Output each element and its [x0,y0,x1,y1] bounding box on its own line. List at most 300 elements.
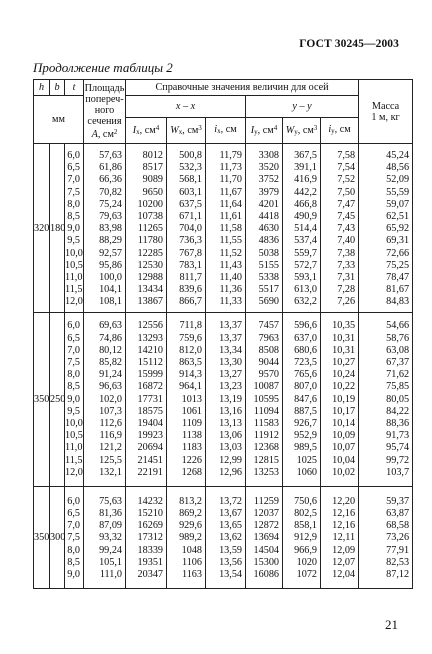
value-A: 111,0 [99,569,122,580]
value-Wy: 537,4 [294,235,317,247]
cell-b: 180 [50,144,65,313]
value-iy: 12,07 [332,556,356,568]
page-number: 21 [385,617,398,632]
document-code: ГОСТ 30245—2003 [299,38,399,50]
value-Iy: 4418 [258,210,279,222]
value-Ix: 14232 [137,495,163,507]
cell-h: 350 [34,486,50,588]
value-mass: 99,72 [386,454,410,466]
value-Ix: 8012 [142,150,163,161]
value-A: 95,86 [99,259,122,271]
value-Wy: 912,9 [294,532,317,544]
cell-h: 350 [34,313,50,486]
value-A: 75,24 [99,198,122,210]
value-iy: 7,26 [337,296,356,308]
value-ix: 11,40 [219,271,242,283]
value-Wx: 863,5 [179,357,202,368]
value-t: 6,5 [67,162,80,174]
value-Ix: 16269 [137,520,163,532]
value-iy: 7,52 [337,174,356,186]
value-A: 61,86 [99,162,122,174]
value-Wy: 593,1 [294,271,317,283]
value-mass: 63,87 [386,508,410,520]
value-ix: 13,37 [219,332,242,344]
value-mass: 62,51 [386,210,410,222]
value-Iy: 16086 [253,569,279,580]
value-Wx: 1138 [182,430,202,442]
value-A: 104,1 [99,284,122,296]
value-iy: 7,47 [337,198,356,210]
column-A [84,486,126,588]
value-A: 107,3 [99,405,122,417]
value-t: 7,0 [67,344,80,356]
value-ix: 13,62 [219,532,242,544]
header-t: t [65,80,84,96]
table-group-row [34,486,413,588]
column-mass [359,486,413,588]
value-iy: 10,04 [332,454,356,466]
value-A: 96,63 [99,381,122,393]
value-t: 7,5 [67,357,80,368]
column-A [84,313,126,486]
column-t [65,486,84,588]
header-h: h [34,80,50,96]
value-Ix: 19404 [137,417,163,429]
value-A: 83,98 [99,223,122,235]
value-Iy: 15300 [253,556,279,568]
value-A: 85,82 [99,357,122,368]
area-unit: A, $см^2$ [91,128,118,140]
value-Ix: 15210 [137,508,163,520]
value-A: 80,12 [99,344,122,356]
value-Wx: 929,6 [179,520,202,532]
value-ix: 11,61 [219,210,242,222]
table-caption: Продолжение таблицы 2 [33,60,173,75]
value-ix: 13,65 [219,520,242,532]
value-iy: 10,14 [332,417,356,429]
value-Ix: 9089 [142,174,163,186]
value-A: 102,0 [99,393,122,405]
value-iy: 7,40 [337,235,356,247]
value-A: 125,5 [99,454,122,466]
value-ix: 11,64 [219,198,242,210]
value-iy: 12,11 [332,532,356,544]
value-Wy: 416,9 [294,174,317,186]
value-mass: 65,92 [386,223,410,235]
value-Wy: 466,8 [294,198,317,210]
value-t: 9,0 [67,393,80,405]
value-ix: 11,52 [219,247,242,259]
value-mass: 68,58 [386,520,410,532]
value-Iy: 7963 [258,332,279,344]
value-A: 69,63 [99,320,122,332]
value-A: 75,63 [99,495,122,507]
value-Wy: 847,6 [294,393,317,405]
value-ix: 11,43 [219,259,242,271]
value-Iy: 3520 [258,162,279,174]
value-Wy: 952,9 [294,430,317,442]
column-Wy [283,313,321,486]
value-mass: 75,85 [386,381,410,393]
value-Iy: 9044 [258,357,279,368]
value-Wy: 1072 [296,569,317,580]
value-t: 11,0 [65,271,83,283]
value-iy: 10,19 [332,393,356,405]
value-Wy: 490,9 [294,210,317,222]
value-Wy: 807,0 [294,381,317,393]
value-Iy: 5038 [258,247,279,259]
column-Ix [126,486,167,588]
value-t: 7,5 [67,532,80,544]
value-Wy: 442,2 [294,186,317,198]
column-Ix [126,144,167,313]
value-Wy: 632,2 [294,296,317,308]
value-A: 74,86 [99,332,122,344]
value-Ix: 18575 [137,405,163,417]
value-Iy: 12815 [253,454,279,466]
header-mm: мм [34,96,84,144]
value-mass: 77,91 [386,544,410,556]
value-Ix: 12530 [137,259,163,271]
value-Iy: 8508 [258,344,279,356]
column-Iy [246,313,283,486]
value-Wy: 802,5 [294,508,317,520]
value-iy: 12,16 [332,508,356,520]
value-A: 87,09 [99,520,122,532]
area-line1: Площадь [84,83,125,94]
value-Iy: 3752 [258,174,279,186]
value-mass: 45,24 [386,150,410,161]
value-t: 9,0 [67,569,80,580]
value-Wx: 866,7 [179,296,202,308]
column-ix [206,313,246,486]
value-iy: 10,27 [332,357,356,368]
value-Wx: 813,2 [179,495,202,507]
value-Iy: 13253 [253,466,279,478]
value-mass: 78,47 [386,271,410,283]
header-Wx: Wx, $см^3$ [167,118,206,144]
value-Wx: 671,1 [179,210,202,222]
value-mass: 95,74 [386,442,410,454]
value-Wy: 391,1 [294,162,317,174]
value-A: 99,24 [99,544,122,556]
value-Ix: 12988 [137,271,163,283]
column-t [65,313,84,486]
value-Ix: 9650 [142,186,163,198]
value-ix: 13,34 [219,344,242,356]
value-Iy: 10595 [253,393,279,405]
column-iy [321,486,359,588]
header-reference: Справочные значения величин для осей [126,80,359,96]
value-iy: 7,31 [337,271,356,283]
value-ix: 13,56 [219,556,242,568]
value-iy: 7,33 [337,259,356,271]
area-line3: ного [94,105,115,116]
value-Iy: 12368 [253,442,279,454]
value-mass: 69,31 [386,235,410,247]
value-Iy: 3308 [258,150,279,161]
value-Ix: 20694 [137,442,163,454]
value-Wx: 1109 [182,417,202,429]
value-Iy: 7457 [258,320,279,332]
value-ix: 11,73 [219,162,242,174]
value-Ix: 21451 [137,454,163,466]
value-Ix: 10200 [137,198,163,210]
column-Iy [246,486,283,588]
value-Wx: 711,8 [179,320,202,332]
table-group-row [34,144,413,313]
header-Ix: Ix, $см^4$ [126,118,167,144]
value-Wx: 914,3 [179,369,202,381]
value-A: 79,63 [99,210,122,222]
value-Ix: 12556 [137,320,163,332]
value-Ix: 19923 [137,430,163,442]
value-iy: 7,50 [337,186,356,198]
value-Wx: 812,0 [179,344,202,356]
column-Iy [246,144,283,313]
value-ix: 13,72 [219,495,242,507]
value-Iy: 12037 [253,508,279,520]
value-Wx: 1268 [181,466,202,478]
header-axis-y: y – y [246,96,359,118]
cell-b: 250 [50,313,65,486]
value-Iy: 11259 [253,495,279,507]
value-iy: 12,04 [332,569,356,580]
value-Iy: 5155 [258,259,279,271]
cell-h: 320 [34,144,50,313]
table-group-row [34,313,413,486]
value-t: 7,0 [67,520,80,532]
value-Wx: 811,7 [179,271,202,283]
value-t: 8,5 [67,381,80,393]
value-Wy: 596,6 [294,320,317,332]
value-Wy: 887,5 [294,405,317,417]
value-A: 108,1 [99,296,122,308]
value-Ix: 17731 [137,393,163,405]
value-ix: 13,16 [219,405,242,417]
value-Ix: 19351 [137,556,163,568]
value-iy: 10,09 [332,430,356,442]
value-t: 6,0 [67,150,80,161]
value-Wy: 765,6 [294,369,317,381]
value-ix: 13,23 [219,381,242,393]
value-t: 8,5 [67,556,80,568]
value-Wy: 989,5 [294,442,317,454]
value-Iy: 11583 [253,417,279,429]
header-Wy: Wy, $см^3$ [283,118,321,144]
value-Ix: 12285 [137,247,163,259]
value-iy: 10,31 [332,332,356,344]
value-Wx: 1106 [182,556,202,568]
value-Wy: 1060 [296,466,317,478]
value-iy: 10,24 [332,369,356,381]
value-Wy: 858,1 [294,520,317,532]
value-t: 8,0 [67,544,80,556]
mass-line1: Масса [371,100,400,112]
value-mass: 58,76 [386,332,410,344]
value-Ix: 15999 [137,369,163,381]
value-Wx: 1183 [182,442,202,454]
header-mass [359,80,413,144]
value-Wy: 572,7 [294,259,317,271]
value-ix: 13,13 [219,417,242,429]
column-t [65,144,84,313]
value-t: 12,0 [65,296,83,308]
value-Ix: 16872 [137,381,163,393]
area-line4: сечения [87,116,122,127]
value-iy: 12,20 [332,495,356,507]
value-ix: 13,03 [219,442,242,454]
value-mass: 54,66 [386,320,410,332]
value-iy: 10,17 [332,405,356,417]
value-iy: 7,28 [337,284,356,296]
value-ix: 13,06 [219,430,242,442]
value-Ix: 13867 [137,296,163,308]
value-mass: 67,37 [386,357,410,368]
value-ix: 11,58 [219,223,242,235]
value-Wy: 514,4 [294,223,317,235]
value-iy: 10,07 [332,442,356,454]
value-A: 91,24 [99,369,122,381]
value-t: 6,0 [67,320,80,332]
value-t: 11,0 [65,442,83,454]
value-A: 57,63 [99,150,122,161]
value-mass: 84,83 [386,296,410,308]
value-t: 10,0 [65,417,83,429]
value-t: 10,5 [65,430,83,442]
value-mass: 55,59 [386,186,410,198]
value-A: 93,32 [99,532,122,544]
value-A: 105,1 [99,556,122,568]
column-Wx [167,144,206,313]
value-t: 9,5 [67,405,80,417]
value-A: 116,9 [99,430,122,442]
value-mass: 82,53 [386,556,410,568]
value-Wx: 869,2 [179,508,202,520]
column-Ix [126,313,167,486]
value-t: 6,0 [67,495,80,507]
value-ix: 13,59 [219,544,242,556]
area-line2: попереч- [85,94,124,105]
value-Wx: 759,6 [179,332,202,344]
value-t: 9,0 [67,223,80,235]
value-Wx: 568,1 [179,174,202,186]
column-mass [359,313,413,486]
value-Wx: 839,6 [179,284,202,296]
value-t: 11,5 [65,454,83,466]
column-Wy [283,486,321,588]
value-Wy: 723,5 [294,357,317,368]
value-Wy: 680,6 [294,344,317,356]
value-Ix: 22191 [137,466,163,478]
value-Iy: 14504 [253,544,279,556]
value-iy: 10,31 [332,344,356,356]
value-Wx: 736,3 [179,235,202,247]
value-Iy: 13694 [253,532,279,544]
value-mass: 103,7 [386,466,410,478]
value-A: 121,2 [99,442,122,454]
value-ix: 12,99 [219,454,242,466]
header-area [84,80,126,144]
column-ix [206,486,246,588]
value-Wx: 1163 [182,569,202,580]
cell-b: 300 [50,486,65,588]
value-Wx: 1048 [181,544,202,556]
value-iy: 10,02 [332,466,356,478]
value-t: 12,0 [65,466,83,478]
value-Wx: 767,8 [179,247,202,259]
value-mass: 81,67 [386,284,410,296]
value-mass: 84,22 [386,405,410,417]
header-Iy: Iy, $см^4$ [246,118,283,144]
value-t: 8,0 [67,198,80,210]
value-ix: 13,27 [219,369,242,381]
column-iy [321,144,359,313]
header-b: b [50,80,65,96]
value-t: 6,5 [67,332,80,344]
header-axis-x: x – x [126,96,246,118]
value-mass: 75,25 [386,259,410,271]
value-iy: 10,22 [332,381,356,393]
column-ix [206,144,246,313]
value-Wx: 783,1 [179,259,202,271]
table-body [34,144,413,589]
value-Ix: 10738 [137,210,163,222]
value-iy: 10,35 [332,320,356,332]
value-A: 70,82 [99,186,122,198]
value-iy: 12,16 [332,520,356,532]
value-ix: 13,37 [219,320,242,332]
value-ix: 11,67 [219,186,242,198]
value-iy: 12,09 [332,544,356,556]
header-iy: iy, см [321,118,359,144]
value-ix: 11,55 [219,235,242,247]
value-Iy: 5517 [258,284,279,296]
value-ix: 11,36 [219,284,242,296]
value-t: 8,5 [67,210,80,222]
value-Wy: 559,7 [294,247,317,259]
value-Ix: 18339 [137,544,163,556]
value-Wx: 1013 [181,393,202,405]
value-mass: 87,12 [386,569,410,580]
value-t: 9,5 [67,235,80,247]
value-t: 6,5 [67,508,80,520]
value-ix: 12,96 [219,466,242,478]
value-Ix: 17312 [137,532,163,544]
value-A: 88,29 [99,235,122,247]
value-Wx: 637,5 [179,198,202,210]
value-Wx: 1061 [181,405,202,417]
value-Iy: 11094 [253,405,279,417]
value-Wx: 500,8 [179,150,202,161]
value-Iy: 4630 [258,223,279,235]
value-Wx: 989,2 [179,532,202,544]
value-Ix: 11265 [137,223,163,235]
column-Wx [167,486,206,588]
value-iy: 7,43 [337,223,356,235]
value-ix: 13,54 [219,569,242,580]
value-ix: 13,67 [219,508,242,520]
value-Ix: 8517 [142,162,163,174]
value-t: 7,0 [67,174,80,186]
column-Wy [283,144,321,313]
value-Wx: 964,1 [179,381,202,393]
column-iy [321,313,359,486]
value-Wy: 966,9 [294,544,317,556]
value-Wx: 603,1 [179,186,202,198]
value-Ix: 13434 [137,284,163,296]
value-A: 66,36 [99,174,122,186]
